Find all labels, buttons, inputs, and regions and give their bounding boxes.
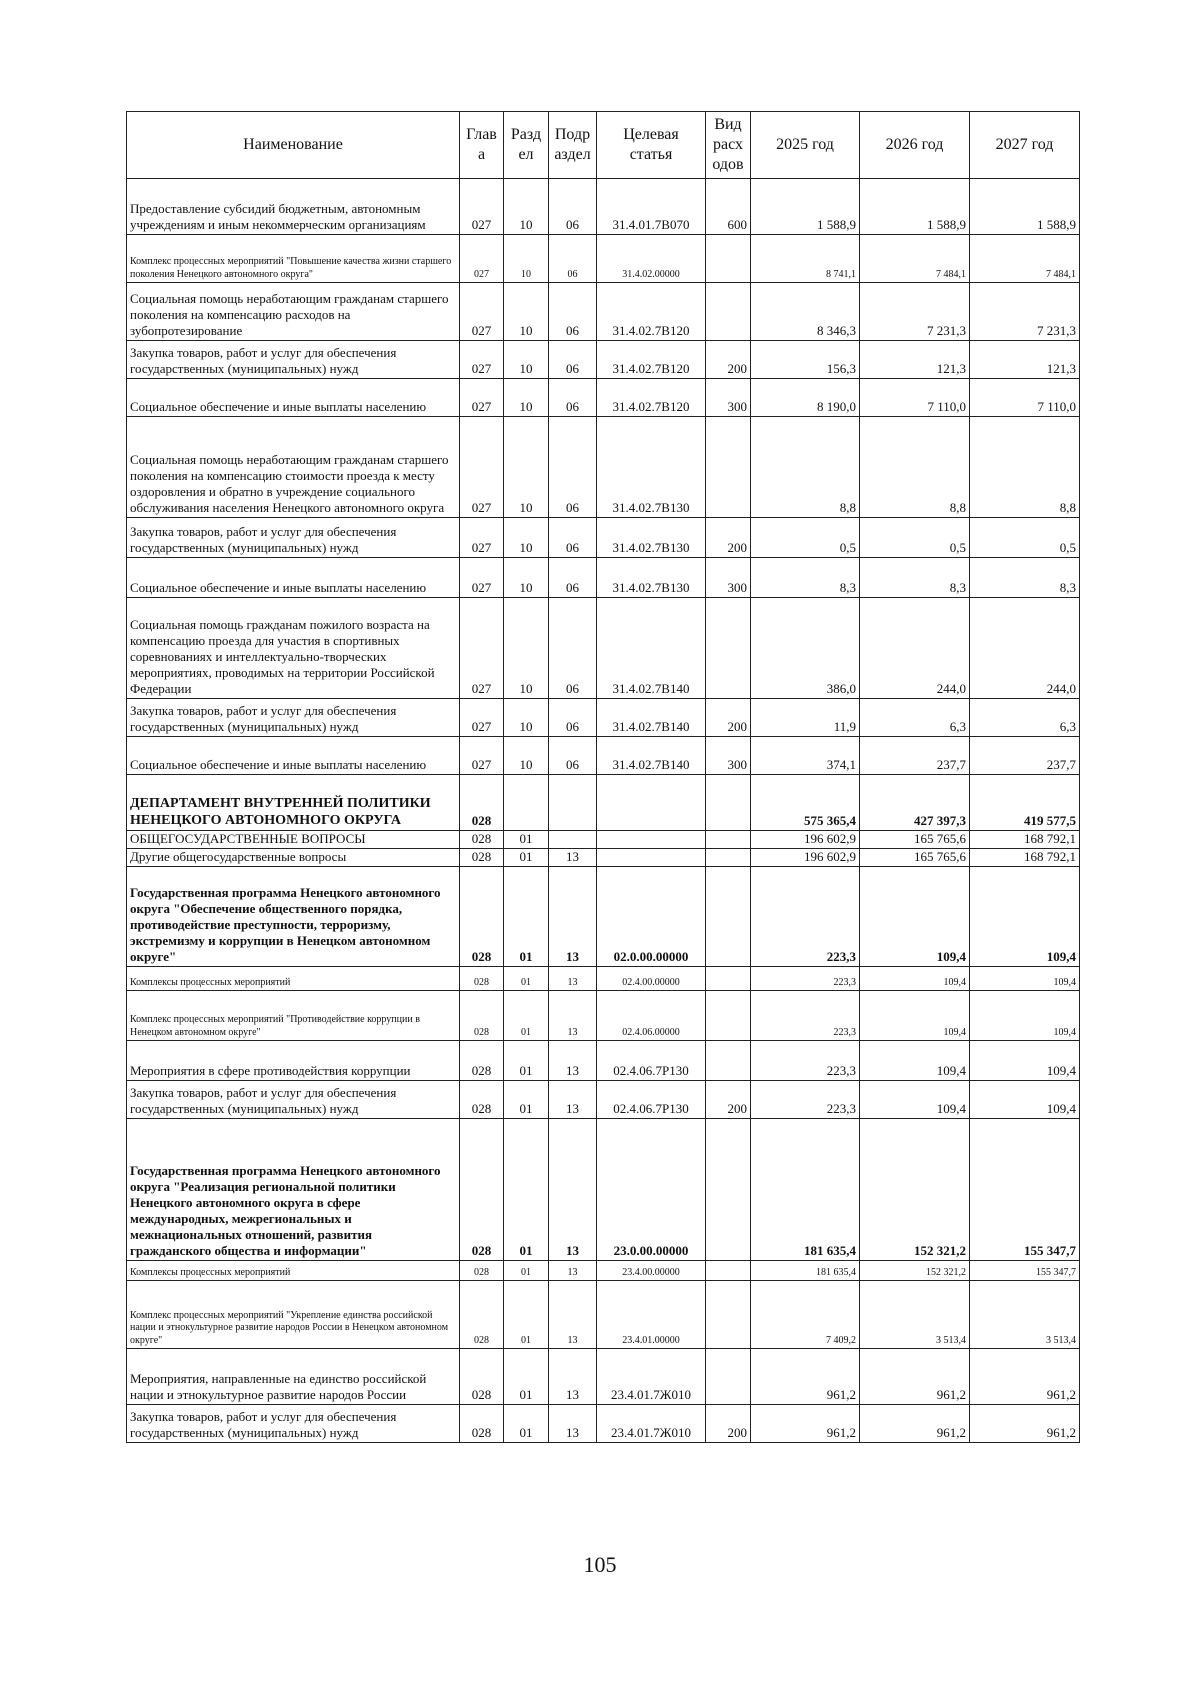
row-expense-type <box>706 849 751 867</box>
row-subsection: 06 <box>549 598 597 699</box>
row-chapter: 027 <box>460 417 504 518</box>
table-body <box>127 179 1080 1443</box>
row-chapter: 028 <box>460 849 504 867</box>
page-number: 105 <box>583 1552 617 1577</box>
row-subsection: 06 <box>549 379 597 417</box>
row-target-article: 23.4.01.7Ж010 <box>597 1349 706 1405</box>
row-expense-type <box>706 1041 751 1081</box>
row-chapter: 028 <box>460 1281 504 1349</box>
row-name: Социальное обеспечение и иные выплаты населению <box>127 558 460 598</box>
row-year-2027: 7 484,1 <box>970 235 1080 283</box>
row-subsection: 13 <box>549 1405 597 1443</box>
row-year-2027: 0,5 <box>970 518 1080 558</box>
row-year-2025: 374,1 <box>751 737 860 775</box>
row-subsection: 13 <box>549 1119 597 1261</box>
header-section: Разд ел <box>504 112 549 179</box>
header-chapter: Глав а <box>460 112 504 179</box>
table-row <box>127 558 1080 598</box>
row-year-2025: 575 365,4 <box>751 775 860 831</box>
row-expense-type: 200 <box>706 341 751 379</box>
row-year-2025: 11,9 <box>751 699 860 737</box>
row-year-2026: 1 588,9 <box>860 179 970 235</box>
row-section: 10 <box>504 417 549 518</box>
row-year-2026: 8,8 <box>860 417 970 518</box>
row-target-article: 23.4.01.7Ж010 <box>597 1405 706 1443</box>
row-name: Комплекс процессных мероприятий "Укрепление единства российской нации и этнокультурное развитие народов России в Ненецком автономном округе" <box>127 1281 460 1349</box>
row-name: Социальная помощь гражданам пожилого возраста на компенсацию проезда для участия в спортивных соревнованиях и интеллектуально-творческих мероприятиях, проводимых на территории Российской Федерации <box>127 598 460 699</box>
row-chapter: 028 <box>460 1119 504 1261</box>
row-year-2025: 156,3 <box>751 341 860 379</box>
row-chapter: 028 <box>460 1081 504 1119</box>
row-year-2027: 121,3 <box>970 341 1080 379</box>
row-year-2027: 6,3 <box>970 699 1080 737</box>
row-year-2025: 181 635,4 <box>751 1119 860 1261</box>
row-subsection: 13 <box>549 1081 597 1119</box>
table-row <box>127 991 1080 1041</box>
row-expense-type: 200 <box>706 518 751 558</box>
row-expense-type: 200 <box>706 1405 751 1443</box>
row-year-2025: 223,3 <box>751 1081 860 1119</box>
row-subsection: 06 <box>549 235 597 283</box>
row-year-2027: 7 231,3 <box>970 283 1080 341</box>
row-year-2026: 165 765,6 <box>860 849 970 867</box>
row-year-2026: 165 765,6 <box>860 831 970 849</box>
row-section: 10 <box>504 518 549 558</box>
row-expense-type <box>706 1349 751 1405</box>
row-name: Социальное обеспечение и иные выплаты населению <box>127 737 460 775</box>
row-chapter: 027 <box>460 379 504 417</box>
row-name: Предоставление субсидий бюджетным, автономным учреждениям и иным некоммерческим организациям <box>127 179 460 235</box>
header-subsection: Подр аздел <box>549 112 597 179</box>
row-chapter: 028 <box>460 991 504 1041</box>
table-row <box>127 1349 1080 1405</box>
row-name: Комплекс процессных мероприятий "Повышение качества жизни старшего поколения Ненецкого автономного округа" <box>127 235 460 283</box>
table-row <box>127 1261 1080 1281</box>
row-name: Социальная помощь неработающим гражданам старшего поколения на компенсацию стоимости проезда к месту оздоровления и обратно в учреждение социального обслуживания населения Ненецкого автономного округа <box>127 417 460 518</box>
row-target-article: 02.4.06.7Р130 <box>597 1081 706 1119</box>
row-year-2025: 8 741,1 <box>751 235 860 283</box>
row-section: 10 <box>504 283 549 341</box>
table-row <box>127 737 1080 775</box>
row-year-2027: 961,2 <box>970 1349 1080 1405</box>
row-year-2025: 0,5 <box>751 518 860 558</box>
row-name: Закупка товаров, работ и услуг для обеспечения государственных (муниципальных) нужд <box>127 1405 460 1443</box>
row-year-2025: 7 409,2 <box>751 1281 860 1349</box>
row-expense-type: 300 <box>706 558 751 598</box>
row-name: ДЕПАРТАМЕНТ ВНУТРЕННЕЙ ПОЛИТИКИ НЕНЕЦКОГО АВТОНОМНОГО ОКРУГА <box>127 775 460 831</box>
row-chapter: 027 <box>460 179 504 235</box>
row-target-article <box>597 849 706 867</box>
row-target-article: 31.4.02.7В140 <box>597 598 706 699</box>
row-expense-type: 300 <box>706 737 751 775</box>
row-subsection: 06 <box>549 341 597 379</box>
row-expense-type <box>706 991 751 1041</box>
row-year-2025: 196 602,9 <box>751 831 860 849</box>
row-year-2025: 8,3 <box>751 558 860 598</box>
row-expense-type <box>706 967 751 991</box>
row-name: ОБЩЕГОСУДАРСТВЕННЫЕ ВОПРОСЫ <box>127 831 460 849</box>
row-year-2025: 8 346,3 <box>751 283 860 341</box>
row-chapter: 028 <box>460 831 504 849</box>
table-row <box>127 1281 1080 1349</box>
row-subsection: 06 <box>549 737 597 775</box>
row-expense-type <box>706 235 751 283</box>
row-year-2026: 3 513,4 <box>860 1281 970 1349</box>
table-row <box>127 1041 1080 1081</box>
row-section: 01 <box>504 849 549 867</box>
table-row <box>127 283 1080 341</box>
row-expense-type <box>706 417 751 518</box>
row-year-2025: 8 190,0 <box>751 379 860 417</box>
row-year-2027: 237,7 <box>970 737 1080 775</box>
row-section: 10 <box>504 379 549 417</box>
row-target-article: 02.4.06.7Р130 <box>597 1041 706 1081</box>
row-year-2025: 181 635,4 <box>751 1261 860 1281</box>
row-target-article <box>597 775 706 831</box>
table-row <box>127 179 1080 235</box>
table-row <box>127 831 1080 849</box>
row-year-2026: 427 397,3 <box>860 775 970 831</box>
row-year-2027: 109,4 <box>970 967 1080 991</box>
row-chapter: 027 <box>460 341 504 379</box>
row-expense-type <box>706 598 751 699</box>
row-section: 01 <box>504 867 549 967</box>
row-name: Закупка товаров, работ и услуг для обеспечения государственных (муниципальных) нужд <box>127 341 460 379</box>
row-chapter: 028 <box>460 1261 504 1281</box>
table-row <box>127 967 1080 991</box>
row-subsection: 13 <box>549 991 597 1041</box>
row-name: Закупка товаров, работ и услуг для обеспечения государственных (муниципальных) нужд <box>127 699 460 737</box>
row-section: 01 <box>504 1119 549 1261</box>
row-expense-type: 200 <box>706 1081 751 1119</box>
row-target-article: 31.4.02.00000 <box>597 235 706 283</box>
row-subsection: 13 <box>549 1349 597 1405</box>
row-subsection: 06 <box>549 518 597 558</box>
row-chapter: 028 <box>460 967 504 991</box>
row-section: 01 <box>504 1041 549 1081</box>
row-name: Государственная программа Ненецкого автономного округа "Обеспечение общественного порядка, противодействие преступности, терроризму, экстремизму и коррупции в Ненецком автономном округе" <box>127 867 460 967</box>
row-section <box>504 775 549 831</box>
row-subsection: 06 <box>549 417 597 518</box>
row-section: 10 <box>504 699 549 737</box>
row-section: 10 <box>504 341 549 379</box>
row-subsection: 13 <box>549 967 597 991</box>
row-chapter: 027 <box>460 558 504 598</box>
table-row <box>127 235 1080 283</box>
table-row <box>127 417 1080 518</box>
row-chapter: 027 <box>460 699 504 737</box>
row-year-2027: 3 513,4 <box>970 1281 1080 1349</box>
row-year-2026: 6,3 <box>860 699 970 737</box>
row-section: 10 <box>504 558 549 598</box>
row-subsection: 13 <box>549 1281 597 1349</box>
row-target-article: 31.4.02.7В120 <box>597 283 706 341</box>
row-target-article: 02.4.06.00000 <box>597 991 706 1041</box>
row-year-2027: 109,4 <box>970 991 1080 1041</box>
row-year-2025: 223,3 <box>751 991 860 1041</box>
row-expense-type <box>706 1261 751 1281</box>
row-year-2027: 7 110,0 <box>970 379 1080 417</box>
row-year-2027: 244,0 <box>970 598 1080 699</box>
row-year-2026: 152 321,2 <box>860 1261 970 1281</box>
row-year-2026: 8,3 <box>860 558 970 598</box>
row-section: 01 <box>504 967 549 991</box>
row-target-article: 02.0.00.00000 <box>597 867 706 967</box>
row-name: Другие общегосударственные вопросы <box>127 849 460 867</box>
row-subsection <box>549 775 597 831</box>
row-target-article <box>597 831 706 849</box>
row-year-2025: 961,2 <box>751 1349 860 1405</box>
row-chapter: 028 <box>460 1041 504 1081</box>
row-expense-type <box>706 283 751 341</box>
row-target-article: 23.4.01.00000 <box>597 1281 706 1349</box>
row-year-2027: 1 588,9 <box>970 179 1080 235</box>
row-year-2025: 223,3 <box>751 867 860 967</box>
row-chapter: 027 <box>460 598 504 699</box>
row-year-2025: 223,3 <box>751 1041 860 1081</box>
table-row <box>127 849 1080 867</box>
row-expense-type: 600 <box>706 179 751 235</box>
row-chapter: 028 <box>460 867 504 967</box>
row-target-article: 23.0.00.00000 <box>597 1119 706 1261</box>
row-section: 01 <box>504 1281 549 1349</box>
header-year-2027: 2027 год <box>970 112 1080 179</box>
row-expense-type <box>706 831 751 849</box>
row-year-2026: 121,3 <box>860 341 970 379</box>
row-year-2027: 419 577,5 <box>970 775 1080 831</box>
row-year-2026: 0,5 <box>860 518 970 558</box>
row-chapter: 028 <box>460 1405 504 1443</box>
row-subsection: 06 <box>549 699 597 737</box>
row-year-2026: 961,2 <box>860 1349 970 1405</box>
row-year-2026: 109,4 <box>860 1041 970 1081</box>
row-section: 10 <box>504 737 549 775</box>
row-year-2025: 196 602,9 <box>751 849 860 867</box>
table-row <box>127 379 1080 417</box>
table-row <box>127 1081 1080 1119</box>
row-name: Комплекс процессных мероприятий "Противодействие коррупции в Ненецком автономном округе" <box>127 991 460 1041</box>
row-year-2027: 109,4 <box>970 1041 1080 1081</box>
row-year-2027: 155 347,7 <box>970 1119 1080 1261</box>
row-target-article: 31.4.02.7В120 <box>597 379 706 417</box>
row-expense-type <box>706 1281 751 1349</box>
row-year-2027: 168 792,1 <box>970 849 1080 867</box>
row-subsection: 13 <box>549 1041 597 1081</box>
table-row <box>127 1119 1080 1261</box>
row-name: Мероприятия в сфере противодействия коррупции <box>127 1041 460 1081</box>
table-row <box>127 699 1080 737</box>
row-section: 01 <box>504 991 549 1041</box>
row-year-2027: 168 792,1 <box>970 831 1080 849</box>
row-chapter: 027 <box>460 283 504 341</box>
row-section: 01 <box>504 831 549 849</box>
row-target-article: 31.4.02.7В130 <box>597 558 706 598</box>
row-year-2025: 386,0 <box>751 598 860 699</box>
row-section: 01 <box>504 1349 549 1405</box>
row-year-2026: 7 110,0 <box>860 379 970 417</box>
row-subsection: 06 <box>549 558 597 598</box>
row-subsection: 06 <box>549 283 597 341</box>
row-chapter: 027 <box>460 518 504 558</box>
header-expense-type: Вид расх одов <box>706 112 751 179</box>
row-expense-type <box>706 775 751 831</box>
row-chapter: 028 <box>460 1349 504 1405</box>
row-year-2026: 109,4 <box>860 1081 970 1119</box>
header-year-2026: 2026 год <box>860 112 970 179</box>
row-year-2026: 152 321,2 <box>860 1119 970 1261</box>
row-name: Мероприятия, направленные на единство российской нации и этнокультурное развитие народов России <box>127 1349 460 1405</box>
row-year-2026: 244,0 <box>860 598 970 699</box>
row-chapter: 027 <box>460 737 504 775</box>
row-expense-type: 200 <box>706 699 751 737</box>
table-row <box>127 598 1080 699</box>
header-year-2025: 2025 год <box>751 112 860 179</box>
row-name: Закупка товаров, работ и услуг для обеспечения государственных (муниципальных) нужд <box>127 1081 460 1119</box>
row-chapter: 028 <box>460 775 504 831</box>
header-target-article: Целевая статья <box>597 112 706 179</box>
row-year-2027: 109,4 <box>970 867 1080 967</box>
row-section: 10 <box>504 235 549 283</box>
row-year-2026: 961,2 <box>860 1405 970 1443</box>
row-section: 01 <box>504 1081 549 1119</box>
row-target-article: 31.4.02.7В130 <box>597 518 706 558</box>
row-year-2027: 961,2 <box>970 1405 1080 1443</box>
row-year-2026: 109,4 <box>860 867 970 967</box>
row-year-2026: 109,4 <box>860 967 970 991</box>
row-year-2026: 7 231,3 <box>860 283 970 341</box>
row-expense-type <box>706 867 751 967</box>
row-name: Государственная программа Ненецкого автономного округа "Реализация региональной политики Ненецкого автономного округа в сфере международных, межрегиональных и межнациональных отношений, развития гражданского общества и информации" <box>127 1119 460 1261</box>
row-subsection: 13 <box>549 849 597 867</box>
table-header-row <box>127 112 1080 179</box>
row-year-2026: 237,7 <box>860 737 970 775</box>
row-year-2026: 109,4 <box>860 991 970 1041</box>
budget-table-container <box>126 111 1079 1443</box>
row-year-2025: 8,8 <box>751 417 860 518</box>
budget-table <box>126 111 1080 1443</box>
row-section: 01 <box>504 1405 549 1443</box>
table-row <box>127 518 1080 558</box>
row-subsection: 13 <box>549 1261 597 1281</box>
row-year-2027: 109,4 <box>970 1081 1080 1119</box>
row-year-2027: 155 347,7 <box>970 1261 1080 1281</box>
row-target-article: 31.4.01.7В070 <box>597 179 706 235</box>
row-expense-type: 300 <box>706 379 751 417</box>
row-name: Закупка товаров, работ и услуг для обеспечения государственных (муниципальных) нужд <box>127 518 460 558</box>
table-row <box>127 1405 1080 1443</box>
row-subsection: 06 <box>549 179 597 235</box>
row-section: 10 <box>504 179 549 235</box>
table-row <box>127 775 1080 831</box>
row-year-2027: 8,8 <box>970 417 1080 518</box>
row-target-article: 31.4.02.7В130 <box>597 417 706 518</box>
row-target-article: 23.4.00.00000 <box>597 1261 706 1281</box>
table-row <box>127 867 1080 967</box>
row-target-article: 31.4.02.7В140 <box>597 699 706 737</box>
row-name: Социальное обеспечение и иные выплаты населению <box>127 379 460 417</box>
row-expense-type <box>706 1119 751 1261</box>
row-target-article: 02.4.00.00000 <box>597 967 706 991</box>
row-chapter: 027 <box>460 235 504 283</box>
row-year-2025: 223,3 <box>751 967 860 991</box>
row-name: Комплексы процессных мероприятий <box>127 967 460 991</box>
row-section: 01 <box>504 1261 549 1281</box>
row-year-2026: 7 484,1 <box>860 235 970 283</box>
row-name: Комплексы процессных мероприятий <box>127 1261 460 1281</box>
table-row <box>127 341 1080 379</box>
header-name: Наименование <box>127 112 460 179</box>
row-target-article: 31.4.02.7В120 <box>597 341 706 379</box>
row-subsection <box>549 831 597 849</box>
row-name: Социальная помощь неработающим гражданам старшего поколения на компенсацию расходов на зубопротезирование <box>127 283 460 341</box>
row-section: 10 <box>504 598 549 699</box>
row-target-article: 31.4.02.7В140 <box>597 737 706 775</box>
row-subsection: 13 <box>549 867 597 967</box>
row-year-2025: 1 588,9 <box>751 179 860 235</box>
row-year-2027: 8,3 <box>970 558 1080 598</box>
row-year-2025: 961,2 <box>751 1405 860 1443</box>
